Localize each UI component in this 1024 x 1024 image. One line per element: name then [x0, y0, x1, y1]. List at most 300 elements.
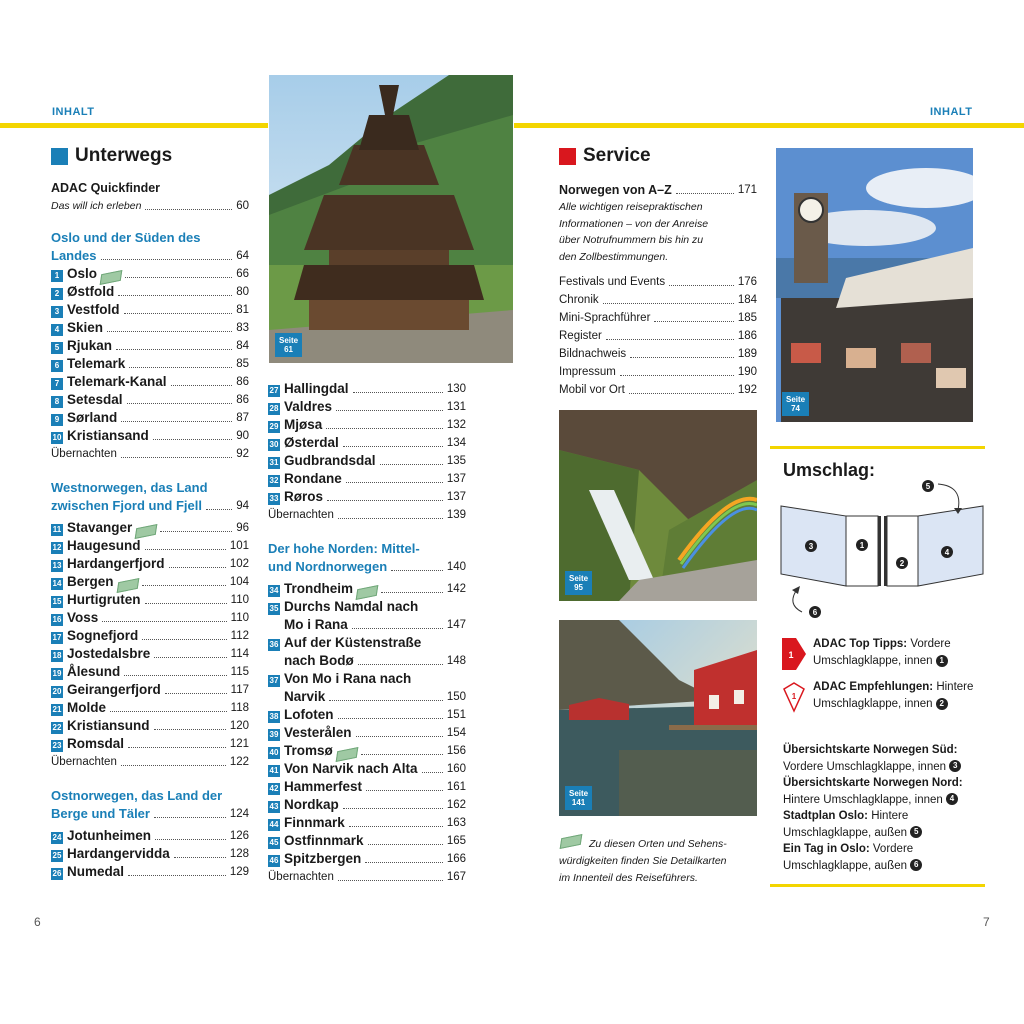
toc-entry-label: Hammerfest — [284, 779, 363, 794]
toc-entry[interactable] — [268, 452, 466, 470]
leader-dots — [169, 567, 226, 568]
toc-entry[interactable] — [51, 573, 249, 591]
toc-entry-label: Durchs Namdal nach — [284, 599, 419, 614]
page-ref-badge[interactable]: Seite 61 — [275, 333, 302, 357]
toc-entry-page: 165 — [446, 835, 466, 847]
toc-entry-page: 129 — [229, 866, 249, 878]
toc-entry-label: Lofoten — [284, 707, 334, 722]
header-right: INHALT — [930, 106, 973, 118]
toc-entry-label: Telemark — [67, 356, 126, 371]
ref-marker: 4 — [946, 793, 958, 805]
toc-entry-label: Rondane — [284, 471, 342, 486]
toc-entry-quickfinder[interactable]: Das will ich erleben 60 — [51, 200, 249, 212]
toc-entry-label: Von Narvik nach Alta — [284, 761, 418, 776]
map-ref-day[interactable]: Ein Tag in Oslo: Vordere — [783, 843, 914, 855]
toc-entry[interactable] — [268, 706, 466, 724]
toc-entry[interactable] — [559, 381, 757, 399]
column-2-list — [268, 380, 466, 886]
region-title-south: Oslo und der Süden des — [51, 230, 201, 245]
region-entry-west[interactable]: zwischen Fjord und Fjell 94 — [51, 498, 249, 513]
toc-entry-label: Valdres — [284, 399, 333, 414]
chapter-number-badge: 46 — [269, 856, 279, 865]
diagram-label-3: 3 — [808, 542, 814, 551]
toc-entry[interactable] — [268, 778, 466, 796]
toc-entry-label: Kristiansand — [67, 428, 149, 443]
toc-entry-label: Auf der Küstenstraße — [284, 635, 422, 650]
chapter-number-badge: 29 — [269, 422, 279, 431]
toc-entry[interactable] — [51, 663, 249, 681]
toc-entry[interactable] — [268, 434, 466, 452]
toc-entry-label: Østfold — [67, 284, 115, 299]
toc-entry-label: Telemark-Kanal — [67, 374, 167, 389]
toc-entry[interactable] — [51, 845, 249, 863]
diagram-label-4: 4 — [944, 548, 950, 557]
toc-entry-label: Spitzbergen — [284, 851, 362, 866]
toc-entry[interactable] — [51, 409, 249, 427]
leader-dots — [356, 736, 443, 737]
toc-entry[interactable] — [268, 796, 466, 814]
leader-dots — [352, 628, 443, 629]
map-ref-north[interactable]: Übersichtskarte Norwegen Nord: — [783, 777, 963, 789]
toc-entry-a-z[interactable]: Norwegen von A–Z 171 — [559, 183, 757, 197]
toc-entry-label: Bildnachweis — [559, 348, 627, 360]
leader-dots — [155, 839, 226, 840]
toc-entry[interactable] — [51, 519, 249, 537]
toc-entry-label: Geirangerfjord — [67, 682, 161, 697]
toc-entry[interactable] — [268, 760, 466, 778]
header-rule-left — [0, 123, 268, 128]
toc-entry-label: Hallingdal — [284, 381, 349, 396]
chapter-number-badge: 28 — [269, 404, 279, 413]
toc-entry[interactable] — [268, 580, 466, 598]
page-ref-badge[interactable]: Seite 74 — [782, 392, 809, 416]
toc-entry-page: 80 — [236, 286, 249, 298]
toc-entry-label: Jostedalsbre — [67, 646, 151, 661]
chapter-number-badge: 18 — [52, 651, 62, 660]
toc-entry-label: Tromsø — [284, 743, 333, 758]
leader-dots — [153, 439, 232, 440]
toc-entry[interactable] — [51, 355, 249, 373]
photo-stave-church — [269, 75, 513, 363]
toc-entry-label: Stavanger — [67, 520, 133, 535]
toc-entry[interactable] — [51, 699, 249, 717]
toc-list-4 — [268, 380, 466, 506]
chapter-number-badge: 33 — [269, 494, 279, 503]
leader-dots — [128, 875, 226, 876]
chapter-number-badge: 45 — [269, 838, 279, 847]
toc-entry[interactable] — [268, 416, 466, 434]
leader-dots — [358, 664, 443, 665]
toc-entry-page: 83 — [236, 322, 249, 334]
toc-entry-page: 128 — [229, 848, 249, 860]
toc-entry[interactable] — [268, 832, 466, 850]
section-title-unterwegs: Unterwegs — [51, 145, 249, 167]
leader-dots — [116, 349, 232, 350]
region-entry-south[interactable]: Landes 64 — [51, 248, 249, 263]
chapter-number-badge: 26 — [52, 869, 62, 878]
empfehlung-marker-icon — [782, 681, 806, 713]
toc-entry-page: 186 — [737, 330, 757, 342]
toc-entry[interactable] — [51, 681, 249, 699]
chapter-number-badge: 27 — [269, 386, 279, 395]
toc-entry[interactable] — [51, 717, 249, 735]
leader-dots — [365, 862, 443, 863]
toc-entry[interactable] — [51, 301, 249, 319]
leader-dots — [381, 592, 443, 593]
leader-dots — [630, 357, 734, 358]
toc-entry-page: 163 — [446, 817, 466, 829]
header-rule-middle — [514, 123, 1024, 128]
toc-entry[interactable] — [268, 470, 466, 488]
toc-entry[interactable] — [51, 427, 249, 445]
toc-entry-page: 166 — [446, 853, 466, 865]
toc-list-1 — [51, 265, 249, 445]
page-number-left: 6 — [34, 915, 41, 929]
page-ref-badge[interactable]: Seite 141 — [565, 786, 592, 810]
toc-entry-page: 126 — [229, 830, 249, 842]
toc-entry-label: Jotunheimen — [67, 828, 152, 843]
leader-dots — [338, 718, 443, 719]
leader-dots — [118, 295, 232, 296]
leader-dots — [174, 857, 226, 858]
leader-dots — [603, 303, 734, 304]
leader-dots — [125, 277, 232, 278]
toc-list-5 — [268, 580, 466, 868]
toc-entry-page: 154 — [446, 727, 466, 739]
leader-dots — [127, 403, 233, 404]
leader-dots — [353, 392, 443, 393]
toc-entry-page: 86 — [236, 376, 249, 388]
toc-entry[interactable] — [51, 627, 249, 645]
leader-dots — [343, 808, 443, 809]
toc-entry-page: 131 — [446, 401, 466, 413]
toc-entry-page: 148 — [446, 655, 466, 667]
column-service — [559, 145, 757, 399]
toc-entry-label: Mini-Sprachführer — [559, 312, 651, 324]
map-ref-oslo[interactable]: Stadtplan Oslo: Hintere — [783, 810, 909, 822]
leader-dots — [346, 482, 443, 483]
toc-entry-page: 115 — [230, 666, 249, 678]
leader-dots — [124, 675, 226, 676]
diagram-label-6: 6 — [812, 608, 818, 617]
toc-entry[interactable] — [268, 724, 466, 742]
leader-dots — [145, 549, 226, 550]
region-title-west: Westnorwegen, das Land — [51, 480, 208, 495]
toc-entry[interactable] — [268, 598, 466, 616]
leader-dots — [142, 639, 226, 640]
chapter-number-badge: 24 — [52, 833, 62, 842]
toc-entry-page: 162 — [446, 799, 466, 811]
chapter-number-badge: 31 — [269, 458, 279, 467]
chapter-number-badge: 30 — [269, 440, 279, 449]
toc-entry[interactable] — [51, 319, 249, 337]
toc-entry[interactable] — [51, 391, 249, 409]
toc-entry[interactable] — [51, 265, 249, 283]
toc-entry-page: 135 — [446, 455, 466, 467]
toc-entry-label: Romsdal — [67, 736, 125, 751]
toc-entry-page: 121 — [229, 738, 249, 750]
chapter-number-badge: 1 — [51, 270, 63, 282]
toc-entry-page: 156 — [446, 745, 466, 757]
toc-entry[interactable] — [268, 742, 466, 760]
leader-dots — [129, 367, 232, 368]
toc-entry-label: Ostfinnmark — [284, 833, 364, 848]
toc-entry[interactable] — [51, 609, 249, 627]
column-unterwegs — [51, 145, 249, 881]
toc-entry-label: Nordkap — [284, 797, 339, 812]
toc-entry-page: 114 — [230, 648, 249, 660]
umschlag-title: Umschlag: — [783, 460, 876, 480]
leader-dots — [368, 844, 443, 845]
toc-entry-page: 86 — [236, 394, 249, 406]
chapter-number-badge: 4 — [51, 324, 63, 336]
toc-entry-page: 184 — [737, 294, 757, 306]
chapter-number-badge: 6 — [51, 360, 63, 372]
svg-text:1: 1 — [788, 650, 794, 660]
toc-entry-page: 110 — [230, 594, 249, 606]
toc-entry-label: Mo i Rana — [284, 617, 348, 632]
toc-entry-page: 101 — [229, 540, 249, 552]
toc-entry-label: Vesterålen — [284, 725, 352, 740]
toc-entry-label: nach Bodø — [284, 653, 354, 668]
leader-dots — [361, 754, 443, 755]
toc-entry-label: Røros — [284, 489, 324, 504]
chapter-number-badge: 37 — [269, 676, 279, 685]
toc-entry[interactable] — [51, 735, 249, 753]
chapter-number-badge: 15 — [52, 597, 62, 606]
toc-entry-label: Mjøsa — [284, 417, 323, 432]
toc-entry[interactable] — [268, 814, 466, 832]
toc-entry-page: 147 — [446, 619, 466, 631]
red-square-icon — [559, 148, 576, 165]
leader-dots — [154, 729, 226, 730]
svg-text:1: 1 — [791, 692, 797, 701]
toc-entry[interactable] — [51, 337, 249, 355]
toc-entry-page: 66 — [236, 268, 249, 280]
toc-entry-page: 189 — [737, 348, 757, 360]
toc-entry-label: Gudbrandsdal — [284, 453, 376, 468]
toc-entry-overnight-2[interactable]: Übernachten 122 — [51, 756, 249, 768]
toc-entry[interactable] — [559, 273, 757, 291]
leader-dots — [327, 500, 443, 501]
toc-entry-page: 110 — [230, 612, 249, 624]
leader-dots — [154, 657, 226, 658]
toc-entry-page: 81 — [236, 304, 249, 316]
toc-entry[interactable] — [51, 645, 249, 663]
toc-entry[interactable] — [268, 688, 466, 706]
toc-entry[interactable] — [268, 616, 466, 634]
chapter-number-badge: 38 — [269, 712, 279, 721]
leader-dots — [165, 693, 227, 694]
chapter-number-badge: 11 — [52, 525, 62, 534]
toc-entry[interactable] — [268, 850, 466, 868]
toc-entry[interactable] — [51, 283, 249, 301]
toc-entry-page: 137 — [446, 473, 466, 485]
chapter-number-badge: 41 — [269, 766, 279, 775]
toc-entry-label: Ålesund — [67, 664, 121, 679]
chapter-number-badge: 7 — [51, 378, 63, 390]
toc-entry[interactable] — [268, 652, 466, 670]
toc-entry-overnight-4[interactable]: Übernachten 167 — [268, 871, 466, 883]
toc-entry[interactable] — [559, 291, 757, 309]
leader-dots — [102, 621, 226, 622]
ref-marker: 2 — [936, 698, 948, 710]
chapter-number-badge: 25 — [52, 851, 62, 860]
toc-entry-page: 102 — [229, 558, 249, 570]
toc-list-3 — [51, 827, 249, 881]
photo-waterfall — [559, 410, 757, 601]
service-list — [559, 273, 757, 399]
chapter-number-badge: 36 — [269, 640, 279, 649]
chapter-number-badge: 13 — [52, 561, 62, 570]
toc-entry[interactable] — [268, 488, 466, 506]
toc-entry-label: Finnmark — [284, 815, 345, 830]
leader-dots — [142, 585, 226, 586]
toc-entry-label: Hurtigruten — [67, 592, 141, 607]
ref-marker: 6 — [910, 859, 922, 871]
toc-entry-page: 161 — [446, 781, 466, 793]
chapter-number-badge: 35 — [269, 604, 279, 613]
leader-dots — [124, 313, 233, 314]
ref-marker: 1 — [936, 655, 948, 667]
toc-entry-page: 118 — [230, 702, 249, 714]
bottom-rule-right — [770, 884, 985, 887]
umschlag-top-rule — [770, 446, 985, 449]
toc-entry-label: Rjukan — [67, 338, 113, 353]
toc-entry-label: Sørland — [67, 410, 118, 425]
chapter-number-badge: 42 — [269, 784, 279, 793]
cover-diagram — [778, 476, 988, 626]
toc-entry-overnight-3[interactable]: Übernachten 139 — [268, 509, 466, 521]
toc-entry-label: Trondheim — [284, 581, 354, 596]
leader-dots — [160, 531, 232, 532]
chapter-number-badge: 34 — [269, 586, 279, 595]
leader-dots — [620, 375, 734, 376]
toc-entry-page: 90 — [236, 430, 249, 442]
legend-empfehlungen: 1 ADAC Empfehlungen: Hintere Umschlagklappe, innen 2 — [782, 679, 987, 713]
toc-entry-page: 142 — [446, 583, 466, 595]
maps-legend: Übersichtskarte Norwegen Süd: Vordere Umschlagklappe, innen 3 Übersichtskarte Norwegen Nord: Hintere Umschlagklappe, innen 4 Stadtplan Oslo: Hintere Umschlagklappe, außen 5 Ein Tag in Oslo: Vordere Umschlagklappe, außen 6 — [783, 742, 993, 874]
chapter-number-badge: 12 — [52, 543, 62, 552]
leader-dots — [128, 747, 226, 748]
chapter-number-badge: 5 — [51, 342, 63, 354]
toc-entry-page: 185 — [737, 312, 757, 324]
photo-oslo-harbour — [776, 148, 973, 422]
toc-entry-label: Vestfold — [67, 302, 120, 317]
toc-entry-label: Voss — [67, 610, 99, 625]
toc-entry[interactable] — [51, 537, 249, 555]
section-title-service: Service — [559, 145, 757, 167]
toc-entry-label: Hardangerfjord — [67, 556, 165, 571]
chapter-number-badge: 3 — [51, 306, 63, 318]
chapter-number-badge: 19 — [52, 669, 62, 678]
toc-entry-page: 117 — [230, 684, 249, 696]
leader-dots — [349, 826, 443, 827]
toc-entry-page: 151 — [446, 709, 466, 721]
toc-entry-page: 96 — [236, 522, 249, 534]
toc-entry[interactable] — [559, 363, 757, 381]
ref-marker: 5 — [910, 826, 922, 838]
toc-entry-page: 87 — [236, 412, 249, 424]
chapter-number-badge: 44 — [269, 820, 279, 829]
leader-dots — [343, 446, 443, 447]
quickfinder-title: ADAC Quickfinder — [51, 181, 161, 195]
toc-entry[interactable] — [268, 670, 466, 688]
toc-entry-overnight-1[interactable]: Übernachten 92 — [51, 448, 249, 460]
toc-entry[interactable] — [268, 380, 466, 398]
leader-dots — [326, 428, 443, 429]
toc-entry[interactable] — [51, 863, 249, 881]
legend-top-tipps: 1 ADAC Top Tipps: Vordere Umschlagklappe, innen 1 — [782, 636, 987, 670]
leader-dots — [110, 711, 227, 712]
toc-entry[interactable] — [268, 398, 466, 416]
page-ref-badge[interactable]: Seite 95 — [565, 571, 592, 595]
chapter-number-badge: 22 — [52, 723, 62, 732]
leader-dots — [422, 772, 443, 773]
toc-entry-page: 192 — [737, 384, 757, 396]
toc-entry-page: 190 — [737, 366, 757, 378]
toc-entry-page: 84 — [236, 340, 249, 352]
region-entry-east[interactable]: Berge und Täler 124 — [51, 806, 249, 821]
toc-entry-label: Haugesund — [67, 538, 141, 553]
leader-dots — [380, 464, 443, 465]
toc-entry-label: Oslo — [67, 266, 98, 281]
toc-entry[interactable] — [559, 309, 757, 327]
leader-dots — [171, 385, 233, 386]
chapter-number-badge: 8 — [51, 396, 63, 408]
chapter-number-badge: 21 — [52, 705, 62, 714]
toc-entry-label: Østerdal — [284, 435, 339, 450]
map-note: Zu diesen Orten und Sehens- würdigkeiten finden Sie Detailkarten im Innenteil des Reiseführers. — [559, 836, 759, 887]
toc-entry-label: Bergen — [67, 574, 114, 589]
map-ref-south[interactable]: Übersichtskarte Norwegen Süd: — [783, 744, 958, 756]
leader-dots — [606, 339, 734, 340]
toc-entry-label: Setesdal — [67, 392, 123, 407]
chapter-number-badge: 10 — [52, 433, 62, 442]
chapter-number-badge: 40 — [269, 748, 279, 757]
chapter-number-badge: 23 — [52, 741, 62, 750]
toc-entry-label: Kristiansund — [67, 718, 150, 733]
leader-dots — [654, 321, 733, 322]
toc-entry[interactable] — [51, 827, 249, 845]
toc-entry-label: Numedal — [67, 864, 125, 879]
toc-entry[interactable] — [268, 634, 466, 652]
toc-entry[interactable] — [51, 591, 249, 609]
toc-entry-label: Mobil vor Ort — [559, 384, 625, 396]
leader-dots — [629, 393, 734, 394]
toc-entry-page: 132 — [446, 419, 466, 431]
toc-entry-label: Hardangervidda — [67, 846, 170, 861]
diagram-label-1: 1 — [859, 541, 865, 550]
toc-entry[interactable] — [51, 555, 249, 573]
photo-red-houses — [559, 620, 757, 816]
toc-entry[interactable] — [51, 373, 249, 391]
toc-entry-page: 130 — [446, 383, 466, 395]
toc-entry-label: Register — [559, 330, 602, 342]
toc-entry[interactable] — [559, 345, 757, 363]
toc-entry-label: Skien — [67, 320, 104, 335]
chapter-number-badge: 14 — [52, 579, 62, 588]
leader-dots — [329, 700, 443, 701]
toc-entry[interactable] — [559, 327, 757, 345]
leader-dots — [336, 410, 443, 411]
toc-entry-page: 120 — [229, 720, 249, 732]
blue-square-icon — [51, 148, 68, 165]
region-entry-north[interactable]: und Nordnorwegen 140 — [268, 559, 466, 574]
chapter-number-badge: 32 — [269, 476, 279, 485]
chapter-number-badge: 20 — [52, 687, 62, 696]
diagram-label-5: 5 — [925, 482, 931, 491]
